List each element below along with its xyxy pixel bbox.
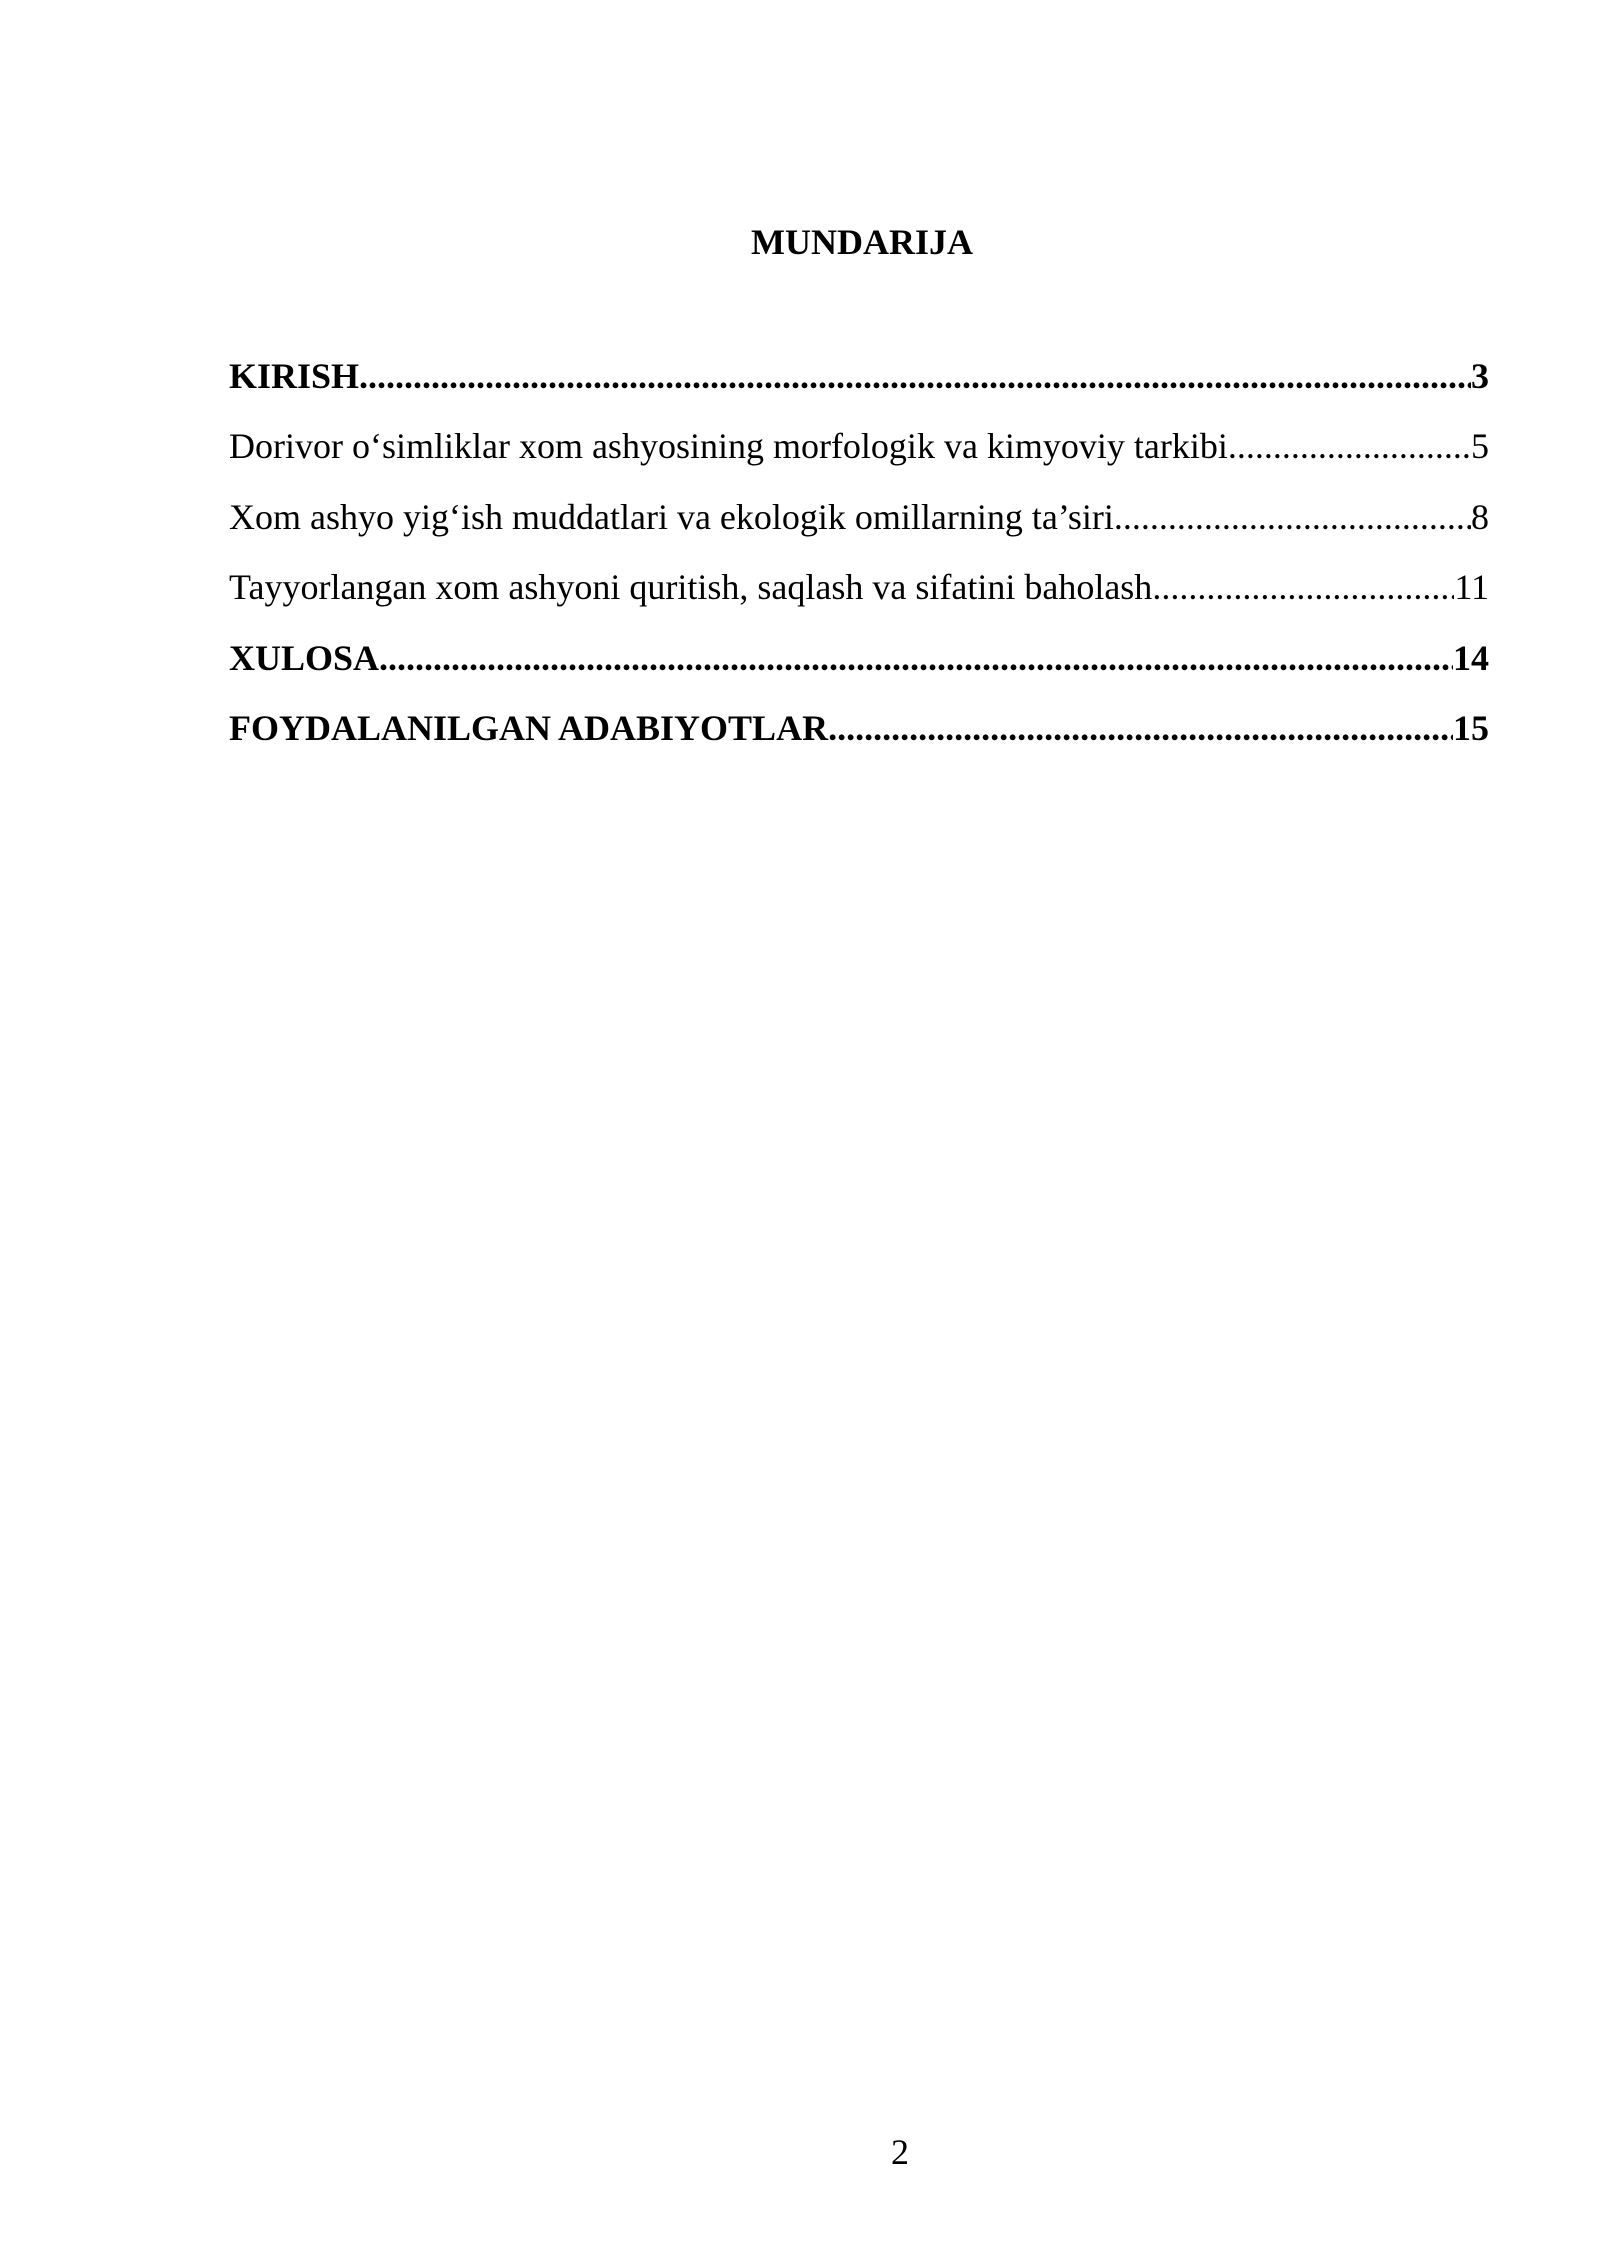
- toc-dot-leader: [359, 351, 1471, 401]
- toc-entry-page: 15: [1453, 707, 1489, 748]
- toc-entry-drying-storage[interactable]: [229, 562, 1489, 632]
- toc-entry-references[interactable]: [229, 703, 1489, 773]
- toc-entry-page: 3: [1471, 356, 1489, 396]
- toc-entry-label: XULOSA: [229, 637, 380, 678]
- toc-entry-page: 5: [1471, 426, 1489, 467]
- toc-entry-label: KIRISH: [229, 356, 360, 396]
- toc-entry-page: 8: [1471, 496, 1489, 537]
- page-number: 2: [891, 2132, 909, 2172]
- page-title: MUNDARIJA: [751, 222, 973, 262]
- toc-entry-xulosa[interactable]: [229, 633, 1489, 703]
- toc-entry-page: 11: [1454, 567, 1489, 608]
- toc-entry-page: 14: [1453, 637, 1489, 678]
- toc-dot-leader: [379, 633, 1453, 683]
- table-of-contents: [229, 351, 1489, 773]
- toc-entry-collection-periods[interactable]: [229, 492, 1489, 562]
- toc-dot-leader: [828, 703, 1453, 753]
- toc-entry-label: Xom ashyo yig‘ish muddatlari va ekologik omillarning ta’siri: [229, 496, 1114, 537]
- toc-entry-morphology[interactable]: [229, 421, 1489, 491]
- toc-entry-label: Dorivor o‘simliklar xom ashyosining morfologik va kimyoviy tarkibi: [229, 426, 1228, 467]
- toc-dot-leader: [1152, 562, 1454, 612]
- toc-entry-label: Tayyorlangan xom ashyoni quritish, saqlash va sifatini baholash: [229, 567, 1153, 608]
- toc-entry-label: FOYDALANILGAN ADABIYOTLAR: [229, 707, 829, 748]
- toc-dot-leader: [1228, 421, 1471, 471]
- toc-entry-kirish[interactable]: [229, 351, 1489, 421]
- toc-dot-leader: [1114, 492, 1471, 542]
